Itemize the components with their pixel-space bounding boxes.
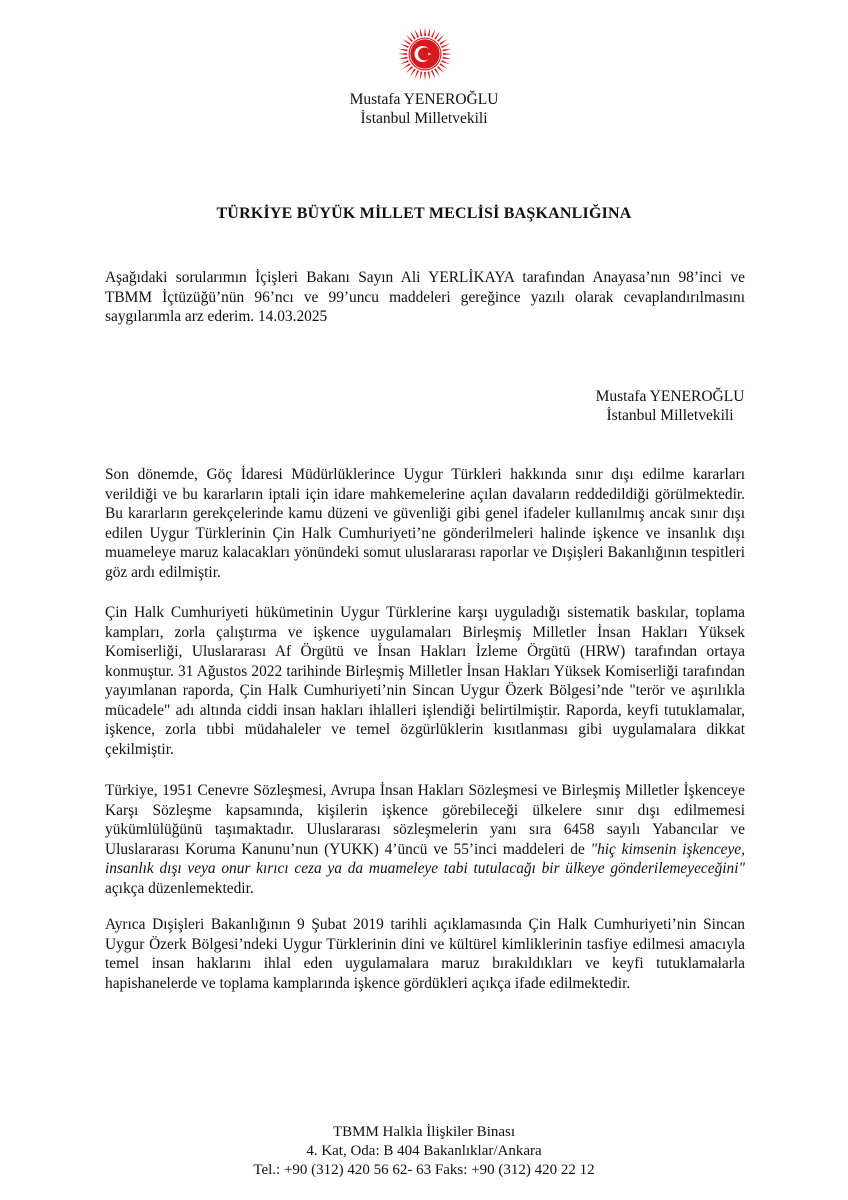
intro-paragraph: Aşağıdaki sorularımın İçişleri Bakanı Sayın Ali YERLİKAYA tarafından Anayasa’nın 98’inci ve TBMM İçtüzüğü’nün 96’ncı ve 99’uncu maddeleri gereğince yazılı olarak cevaplandırılmasını saygılarımla arz ederim. 14.03.2025 bbox=[105, 269, 745, 325]
p3-italic-quote: "hiç kimsenin işkenceye, insanlık dışı veya onur kırıcı ceza ya da muameleye tabi tutulacağı bir ülkeye gönderilemeyeceğini" bbox=[105, 840, 745, 877]
p3-text-end: açıkça düzenlemektedir. bbox=[105, 879, 254, 897]
header-name: Mustafa YENEROĞLU bbox=[349, 91, 499, 108]
footer-contact-line: Tel.: +90 (312) 420 56 62- 63 Faks: +90 (312) 420 22 12 bbox=[253, 1162, 595, 1178]
signature-block bbox=[575, 387, 765, 425]
document-title: TÜRKİYE BÜYÜK MİLLET MECLİSİ BAŞKANLIĞINA bbox=[216, 205, 632, 222]
footer-address-line-2: 4. Kat, Oda: B 404 Bakanlıklar/Ankara bbox=[306, 1143, 542, 1159]
body-paragraph-1: Son dönemde, Göç İdaresi Müdürlüklerince Uygur Türkleri hakkında sınır dışı edilme kararları verildiği ve bu kararların iptali için idare mahkemelerine açılan davaların reddedildiği görülmektedir. Bu kararların gerekçelerinde kamu düzeni ve güvenliği gibi genel ifadeler kullanılmış ancak sınır dışı edilen Uygur Türklerinin Çin Halk Cumhuriyeti’ne gönderilmeleri halinde işkence ve insanlık dışı muameleye maruz kalacakları yönündeki somut uluslararası raporlar ve Dışişleri Bakanlığının tespitleri göz ardı edilmiştir. bbox=[105, 466, 745, 581]
body-paragraph-4: Ayrıca Dışişleri Bakanlığının 9 Şubat 2019 tarihli açıklamasında Çin Halk Cumhuriyeti’nin Sincan Uygur Özerk Bölgesi’ndeki Uygur Türklerinin dini ve kültürel kimliklerinin tasfiye edilmesi amacıyla temel insan haklarını ihlal eden uygulamalara maruz bırakıldıkları ve keyfi tutuklamalarla hapishanelerde ve toplama kamplarında işkence gördükleri açıkça ifade edilmektedir. bbox=[105, 916, 745, 992]
document-footer bbox=[0, 1123, 848, 1180]
signature-role: İstanbul Milletvekili bbox=[606, 407, 734, 424]
body-paragraph-3 bbox=[105, 781, 745, 898]
document-header bbox=[0, 90, 848, 128]
p3-text-start: Türkiye, 1951 Cenevre Sözleşmesi, Avrupa İnsan Hakları Sözleşmesi ve Birleşmiş Milletler İşkenceye Karşı Sözleşme kapsamında, kişilerin işkence görebileceği ülkelere sınır dışı edilmemesi yükümlülüğünü taşımaktadır. Uluslararası sözleşmelerin yanı sıra 6458 sayılı Yabancılar ve Uluslararası Koruma Kanunu’nun (YUKK) 4’üncü ve 55’inci maddeleri de bbox=[105, 782, 745, 858]
footer-address-line-1: TBMM Halkla İlişkiler Binası bbox=[332, 1124, 516, 1140]
header-role: İstanbul Milletvekili bbox=[360, 110, 488, 127]
tbmm-seal-logo bbox=[397, 26, 453, 82]
body-paragraph-2: Çin Halk Cumhuriyeti hükümetinin Uygur Türklerine karşı uyguladığı sistematik baskılar, toplama kampları, zorla çalıştırma ve işkence uygulamaları Birleşmiş Milletler İnsan Hakları Yüksek Komiserliği, Uluslararası Af Örgütü ve İnsan Hakları İzleme Örgütü (HRW) tarafından ortaya konmuştur. 31 Ağustos 2022 tarihinde Birleşmiş Milletler İnsan Hakları Yüksek Komiserliği tarafından yayımlanan raporda, Çin Halk Cumhuriyeti’nin Sincan Uygur Özerk Bölgesi’nde "terör ve aşırılıkla mücadele" adı altında ciddi insan hakları ihlalleri işlendiği belirtilmiştir. Raporda, keyfi tutuklamalar, işkence, zorla tıbbi müdahaleler ve temel özgürlüklerin kısıtlanması gibi uygulamalara dikkat çekilmiştir. bbox=[105, 604, 745, 758]
signature-name: Mustafa YENEROĞLU bbox=[595, 388, 745, 405]
